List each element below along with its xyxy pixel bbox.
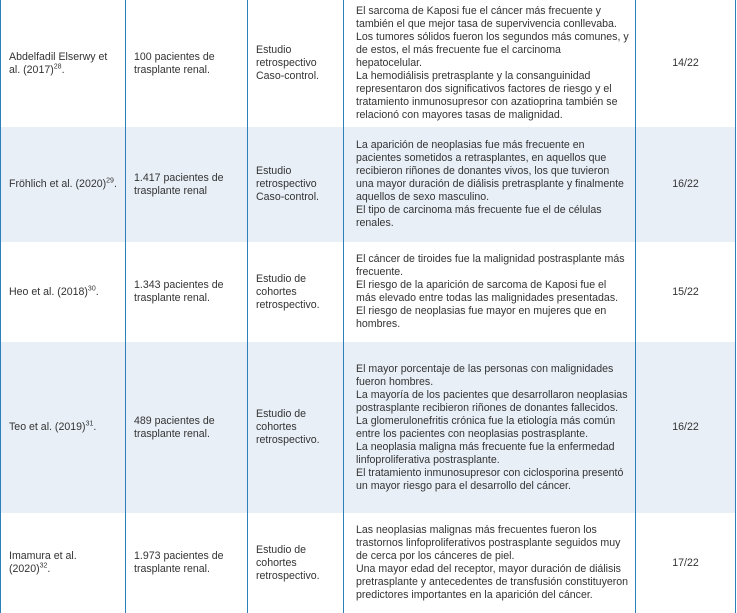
author-period: . [61,63,65,76]
reference-number: 29 [106,177,114,185]
author-cell [1,513,126,613]
author-text: Heo et al. (2018) [9,285,88,298]
result-line: El tipo de carcinoma más frecuente fue el de células renales. [356,204,602,229]
sample-cell: 100 pacientes de trasplante renal. [126,0,248,127]
author-text: Imamura et al. (2020) [9,550,77,575]
result-line: El riesgo de neoplasias fue mayor en mujeres que en hombres. [356,305,607,330]
table-row [1,242,736,342]
quality-score-cell: 17/22 [636,513,736,613]
author-period: . [95,285,99,298]
sample-cell: 1.973 pacientes de trasplante renal. [126,513,248,613]
result-line: Una mayor edad del receptor, mayor duración de diálisis pretrasplante y antecedentes de transfusión constituyeron predictores importantes en la aparición del cáncer. [356,563,629,601]
design-cell: Estudio de cohortes retrospectivo. [248,513,344,613]
design-cell: Estudio de cohortes retrospectivo. [248,342,344,513]
sample-cell: 1.417 pacientes de trasplante renal [126,127,248,242]
quality-score-cell: 16/22 [636,127,736,242]
reference-number: 28 [53,62,62,70]
table-row [1,513,736,613]
author-text: Teo et al. (2019) [9,421,86,433]
result-line: El mayor porcentaje de las personas con malignidades fueron hombres. [356,362,614,388]
sample-cell: 489 pacientes de trasplante renal. [126,342,248,513]
results-cell [344,127,636,242]
reference-number: 31 [85,420,94,428]
author-period: . [113,178,117,190]
author-cell [1,342,126,513]
studies-table-body [1,0,736,613]
results-cell [344,513,636,613]
design-cell: Estudio retrospectivo Caso-control. [248,0,344,127]
quality-score-cell: 15/22 [636,242,736,342]
result-line: Los tumores sólidos fueron los segundos más comunes, y de estos, el más frecuente fue el carcinoma hepatocelular. [356,31,629,69]
design-cell: Estudio de cohortes retrospectivo. [248,242,344,342]
result-line: La glomerulonefritis crónica fue la etiología más común entre los pacientes con neoplasias postrasplante. [356,414,616,440]
table-row [1,342,736,513]
author-period: . [93,421,97,433]
quality-score-cell: 14/22 [636,0,736,127]
result-line: La hemodiálisis pretrasplante y la consanguinidad representaron dos significativos factores de riesgo y el tratamiento inmunosupresor con azatioprina también se relacionó con mayores tasas de malignidad. [356,70,618,121]
author-cell [1,127,126,242]
table-row [1,0,736,127]
results-cell [344,242,636,342]
results-cell [344,342,636,513]
design-cell: Estudio retrospectivo Caso-control. [248,127,344,242]
author-text: Abdelfadil Elserwy et al. (2017) [9,50,108,76]
result-line: La aparición de neoplasias fue más frecuente en pacientes sometidos a retrasplantes, en aquellos que recibieron riñones de donantes vivos, los que tuvieron una mayor duración de diálisis pretrasplante y finalmente aquellos de sexo masculino. [356,139,624,203]
result-line: El cáncer de tiroides fue la malignidad postrasplante más frecuente. [356,253,625,278]
author-period: . [47,563,51,575]
result-line: El tratamiento inmunosupresor con ciclosporina presentó un mayor riesgo para el desarrollo del cáncer. [356,466,624,492]
results-cell [344,0,636,127]
author-cell [1,0,126,127]
author-cell [1,242,126,342]
result-line: Las neoplasias malignas más frecuentes fueron los trastornos linfoproliferativos postrasplante seguidos muy de cerca por los cánceres de piel. [356,524,621,562]
sample-cell: 1.343 pacientes de trasplante renal. [126,242,248,342]
result-line: La neoplasia maligna más frecuente fue la enfermedad linfoproliferativa postrasplante. [356,440,615,466]
quality-score-cell: 16/22 [636,342,736,513]
table-row [1,127,736,242]
result-line: La mayoría de los pacientes que desarrollaron neoplasias postrasplante recibieron riñones de donantes fallecidos. [356,388,628,414]
reference-number: 30 [87,284,96,292]
result-line: El riesgo de la aparición de sarcoma de Kaposi fue el más elevado entre todas las malignidades presentadas. [356,279,619,304]
result-line: El sarcoma de Kaposi fue el cáncer más frecuente y también el que mejor tasa de supervivencia conllevaba. [356,5,617,30]
reference-number: 32 [39,562,48,570]
author-text: Fröhlich et al. (2020) [9,178,107,190]
